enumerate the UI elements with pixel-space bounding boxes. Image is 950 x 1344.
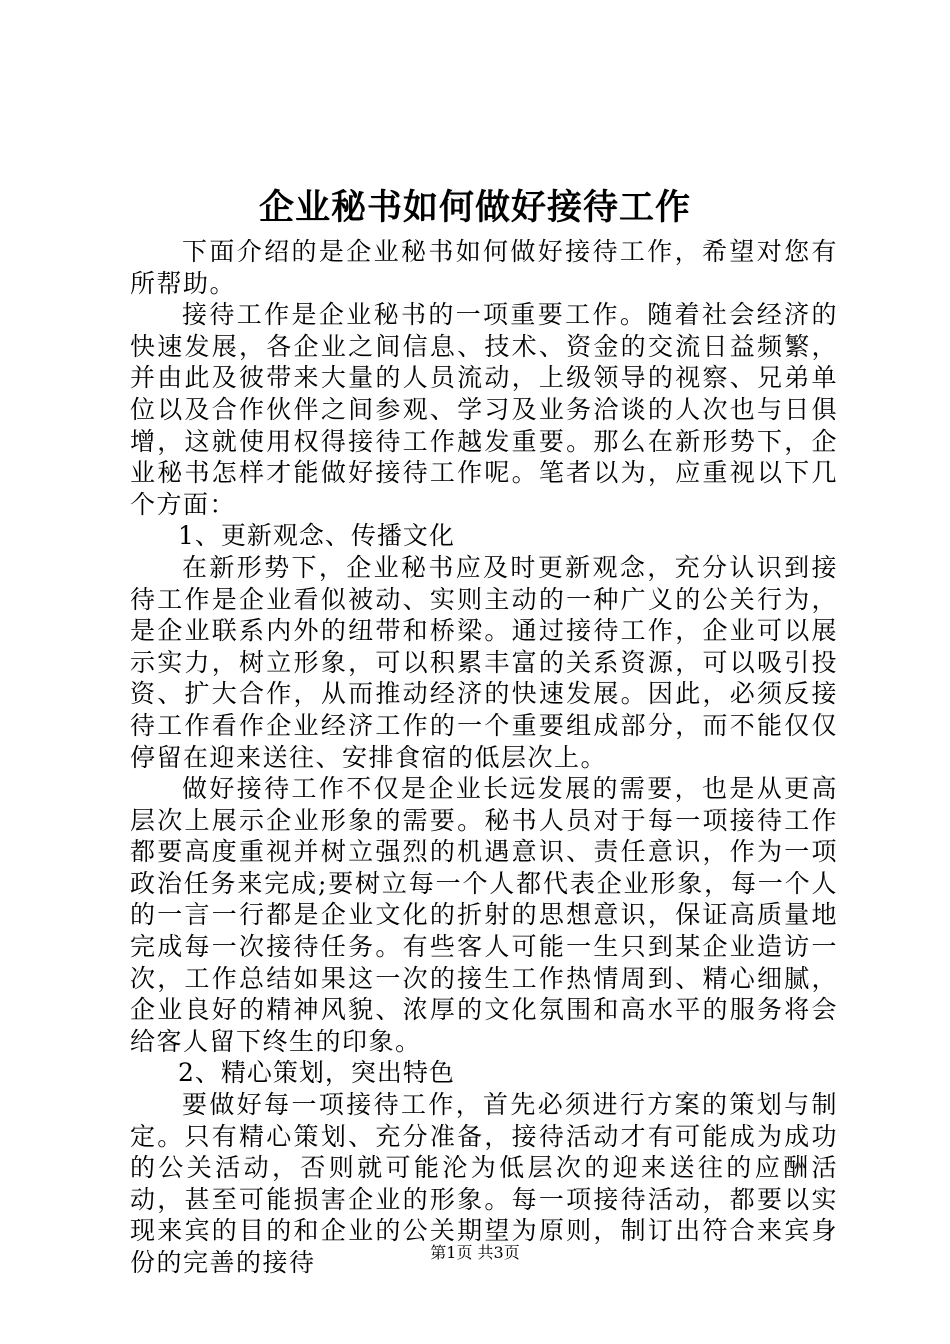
paragraph-overview: 接待工作是企业秘书的一项重要工作。随着社会经济的快速发展，各企业之间信息、技术、资金的交流日益频繁，并由此及彼带来大量的人员流动，上级领导的视察、兄弟单位以及合作伙伴之间参观、学习及业务洽谈的人次也与日俱增，这就使用权得接待工作越发重要。那么在新形势下，企业秘书怎样才能做好接待工作呢。笔者以为，应重视以下几个方面： [130, 300, 838, 519]
section-heading-1: 1、更新观念、传播文化 [178, 521, 455, 551]
document-body [130, 236, 838, 1279]
section-heading-2: 2、精心策划，突出特色 [178, 1058, 455, 1088]
paragraph-intro: 下面介绍的是企业秘书如何做好接待工作，希望对您有所帮助。 [130, 237, 838, 298]
paragraph-section-1a: 在新形势下，企业秘书应及时更新观念，充分认识到接待工作是企业看似被动、实则主动的一种广义的公关行为，是企业联系内外的纽带和桥梁。通过接待工作，企业可以展示实力，树立形象，可以积累丰富的关系资源，可以吸引投资、扩大合作，从而推动经济的快速发展。因此，必须反接待工作看作企业经济工作的一个重要组成部分，而不能仅仅停留在迎来送往、安排食宿的低层次上。 [130, 552, 838, 772]
page-number-footer: 第1页 共3页 [430, 1243, 520, 1262]
document-title: 企业秘书如何做好接待工作 [258, 187, 691, 228]
paragraph-section-1b: 做好接待工作不仅是企业长远发展的需要，也是从更高层次上展示企业形象的需要。秘书人员对于每一项接待工作都要高度重视并树立强烈的机遇意识、责任意识，作为一项政治任务来完成;要树立每一个人都代表企业形象，每一个人的一言一行都是企业文化的折射的思想意识，保证高质量地完成每一次接待任务。有些客人可能一生只到某企业造访一次，工作总结如果这一次的接生工作热情周到、精心细腻，企业良好的精神风貌、浓厚的文化氛围和高水平的服务将会给客人留下终生的印象。 [130, 774, 838, 1056]
paragraph-section-2a: 要做好每一项接待工作，首先必须进行方案的策划与制定。只有精心策划、充分准备，接待活动才有可能成为成功的公关活动，否则就可能沦为低层次的迎来送往的应酬活动，甚至可能损害企业的形象。每一项接待活动，都要以实现来宾的目的和企业的公关期望为原则，制订出符合来宾身份的完善的接待 [130, 1090, 838, 1277]
